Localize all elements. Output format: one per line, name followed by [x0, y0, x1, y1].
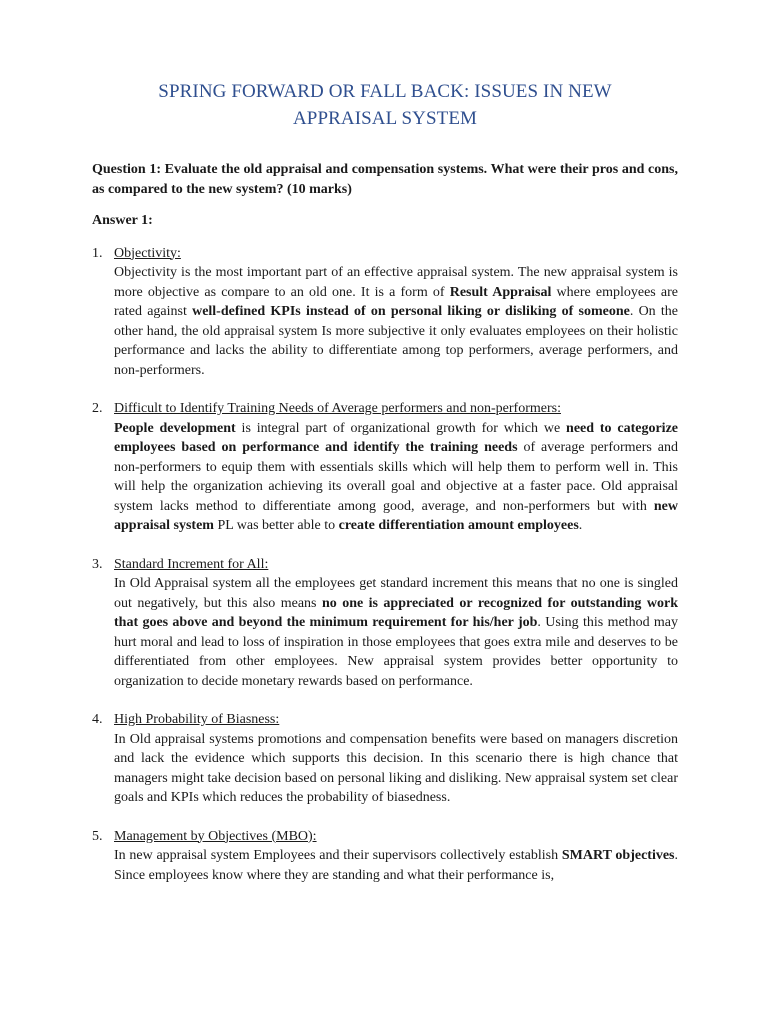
item-body: In Old Appraisal system all the employees get standard increment this means that no one is singled out negatively, but this also means no one is appreciated or recognized for outstanding work that goes above and beyond the minimum requirement for his/her job. Using this method may hurt moral and lead to loss of inspiration in those employees that goes extra mile and deserves to be differentiated from other employees. New appraisal system provides better opportunity to organization to decide monetary rewards based on performance. [114, 576, 678, 689]
answer-label: Answer 1: [92, 213, 153, 228]
title-line-2: APPRAISAL SYSTEM [292, 108, 478, 129]
item-heading: Management by Objectives (MBO): [114, 828, 317, 844]
item-number: 2. [92, 401, 103, 416]
answer-item-1 [92, 244, 678, 381]
item-body: Objectivity is the most important part of an effective appraisal system. The new appraisal system is more objective as compare to an old one. It is a form of Result Appraisal where employees are rated against well-defined KPIs instead of on personal liking or disliking of someone. On the other hand, the old appraisal system Is more subjective it only evaluates employees on their holistic performance and lacks the ability to differentiate among top performers, average performers, and non-performers. [114, 265, 678, 378]
item-number: 1. [92, 245, 103, 261]
bold-phrase: no one is appreciated or recognized for outstanding work that goes above and beyond the minimum requirement for his/her job [114, 595, 678, 630]
document-title [92, 78, 678, 132]
item-body: People development is integral part of organizational growth for which we need to categorize employees based on performance and identify the training needs of average performers and non-performers to equip them with essentials skills which will help them to perform well in. This will help the organization achieving its overall goal and objective at a faster pace. Old appraisal system lacks method to differentiate among good, average, and non-performers but with new appraisal system PL was better able to create differentiation amount employees. [114, 420, 678, 533]
bold-phrase: need to categorize employees based on performance and identify the training needs [114, 420, 678, 455]
item-body: In Old appraisal systems promotions and compensation benefits were based on managers discretion and lack the evidence which supports this decision. In this scenario there is high chance that managers might take decision based on personal liking and disliking. New appraisal system set clear goals and KPIs which reduces the probability of biasedness. [114, 731, 678, 805]
item-number: 3. [92, 556, 103, 572]
bold-phrase: create differentiation amount employees [338, 518, 579, 533]
item-heading: High Probability of Biasness: [114, 712, 280, 727]
item-body: In new appraisal system Employees and their supervisors collectively establish SMART objectives. Since employees know where they are standing and what their performance is, [114, 848, 678, 883]
answer-item-2 [92, 399, 678, 536]
item-heading: Standard Increment for All: [114, 556, 269, 572]
answer-list [92, 244, 678, 886]
answer-item-3 [92, 555, 678, 692]
question-text: Question 1: Evaluate the old appraisal and compensation systems. What were their pros and cons, as compared to the new system? (10 marks) [92, 162, 678, 197]
bold-phrase: Result Appraisal [449, 284, 552, 300]
bold-phrase: People development [114, 420, 236, 436]
item-heading: Objectivity: [114, 245, 181, 261]
answer-item-5 [92, 827, 678, 886]
item-number: 5. [92, 828, 103, 844]
item-number: 4. [92, 712, 103, 727]
bold-phrase: SMART objectives [561, 848, 675, 863]
bold-phrase: new appraisal system [114, 498, 678, 533]
bold-phrase: well-defined KPIs instead of on personal liking or disliking of someone [192, 304, 630, 319]
title-line-1: SPRING FORWARD OR FALL BACK: ISSUES IN NEW [158, 81, 612, 102]
answer-item-4 [92, 710, 678, 808]
item-heading: Difficult to Identify Training Needs of Average performers and non-performers: [114, 401, 561, 416]
